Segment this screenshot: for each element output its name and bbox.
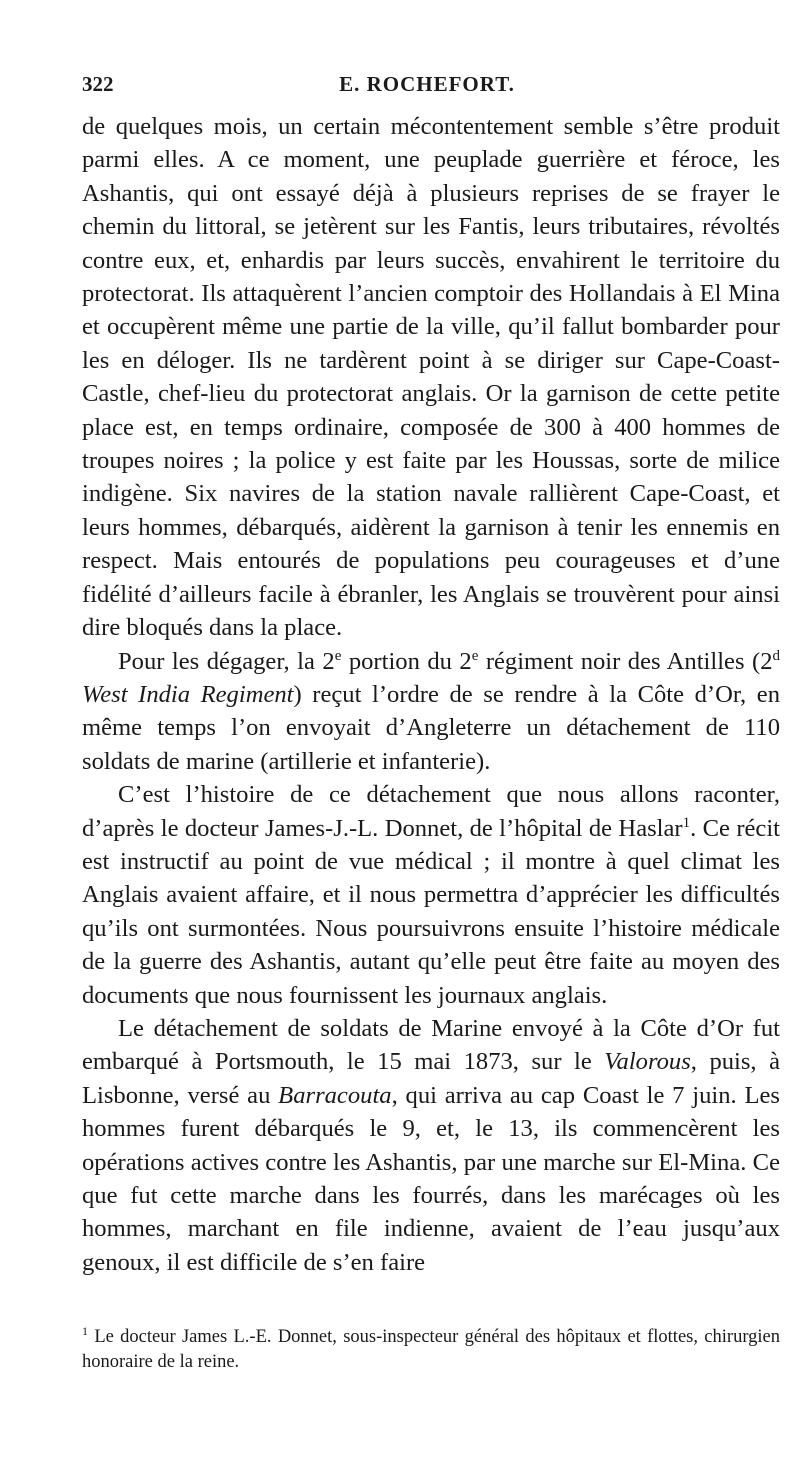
paragraph-1 (82, 110, 780, 645)
superscript: e (471, 647, 479, 664)
paragraph-4 (82, 1012, 780, 1279)
superscript: d (772, 647, 780, 664)
text-run: régiment noir des Antilles (2 (478, 647, 773, 675)
paragraph-3 (82, 778, 780, 1012)
text-run: ) reçut l’ordre de se rendre à la Côte d’Or, en même temps l’on envoyait d’Angleterre un détachement de 110 soldats de marine (artillerie et infanterie). (82, 680, 780, 775)
text-run: portion du 2 (341, 647, 472, 675)
text-run: , qui arriva au cap Coast le 7 juin. Les hommes furent débarqués le 9, et, le 13, ils commencèrent les opérations actives contre les Ashantis, par une marche sur El-Mina. Ce que fut cette marche dans les fourrés, dans les marécages où les hommes, marchant en file indienne, avaient de l’eau jusqu’aux genoux, il est difficile de s’en faire (82, 1081, 780, 1276)
body-text (82, 110, 780, 1279)
paragraph-2 (82, 645, 780, 779)
text-run: C’est l’histoire de ce détachement que nous allons raconter, d’après le docteur James-J.-L. Donnet, de l’hôpital de Haslar (82, 781, 780, 842)
text-run: . Ce récit est instructif au point de vue médical ; il montre à quel climat les Anglais avaient affaire, et il nous permettra d’apprécier les difficultés qu’ils ont surmontées. Nous poursuivrons ensuite l’histoire médicale de la guerre des Ashantis, autant qu’elle peut être faite au moyen des documents que nous fournissent les journaux anglais. (82, 814, 781, 1009)
text-run: Le détachement de soldats de Marine envoyé à la Côte d’Or fut embarqué à Portsmouth, le 15 mai 1873, sur le (82, 1014, 780, 1076)
text-run: Pour les dégager, la 2 (118, 647, 335, 675)
page-number: 322 (82, 72, 114, 96)
superscript: e (334, 647, 342, 664)
page-header (82, 72, 772, 106)
italic-text: Barracouta (278, 1081, 392, 1109)
italic-text: West India Regiment (82, 680, 294, 708)
footnote (82, 1325, 780, 1375)
footnote-marker: 1 (82, 1323, 88, 1338)
footnote-text: Le docteur James L.-E. Donnet, sous-inspecteur général des hôpitaux et flottes, chirurgien honoraire de la reine. (82, 1327, 780, 1372)
text-run: de quelques mois, un certain mécontentement semble s’être produit parmi elles. A ce moment, une peuplade guerrière et féroce, les Ashantis, qui ont essayé déjà à plusieurs reprises de se frayer le chemin du littoral, se jetèrent sur les Fantis, leurs tributaires, révoltés contre eux, et, enhardis par leurs succès, envahirent le territoire du protectorat. Ils attaquèrent l’ancien comptoir des Hollandais à El Mina et occupèrent même une partie de la ville, qu’il fallut bombarder pour les en déloger. Ils ne tardèrent point à se diriger sur Cape-Coast-Castle, chef-lieu du protectorat anglais. Or la garnison de cette petite place est, en temps ordinaire, composée de 300 à 400 hommes de troupes noires ; la police y est faite par les Houssas, sorte de milice indigène. Six navires de la station navale rallièrent Cape-Coast, et leurs hommes, débarqués, aidèrent la garnison à tenir les ennemis en respect. Mais entourés de populations peu courageuses et d’une fidélité d’ailleurs facile à ébranler, les Anglais se trouvèrent pour ainsi dire bloqués dans la place. (82, 113, 780, 642)
superscript: 1 (682, 814, 691, 831)
running-head: E. ROCHEFORT. (339, 72, 515, 96)
text-run: , puis, à Lisbonne, versé au (82, 1048, 780, 1109)
italic-text: Valorous (604, 1048, 691, 1076)
